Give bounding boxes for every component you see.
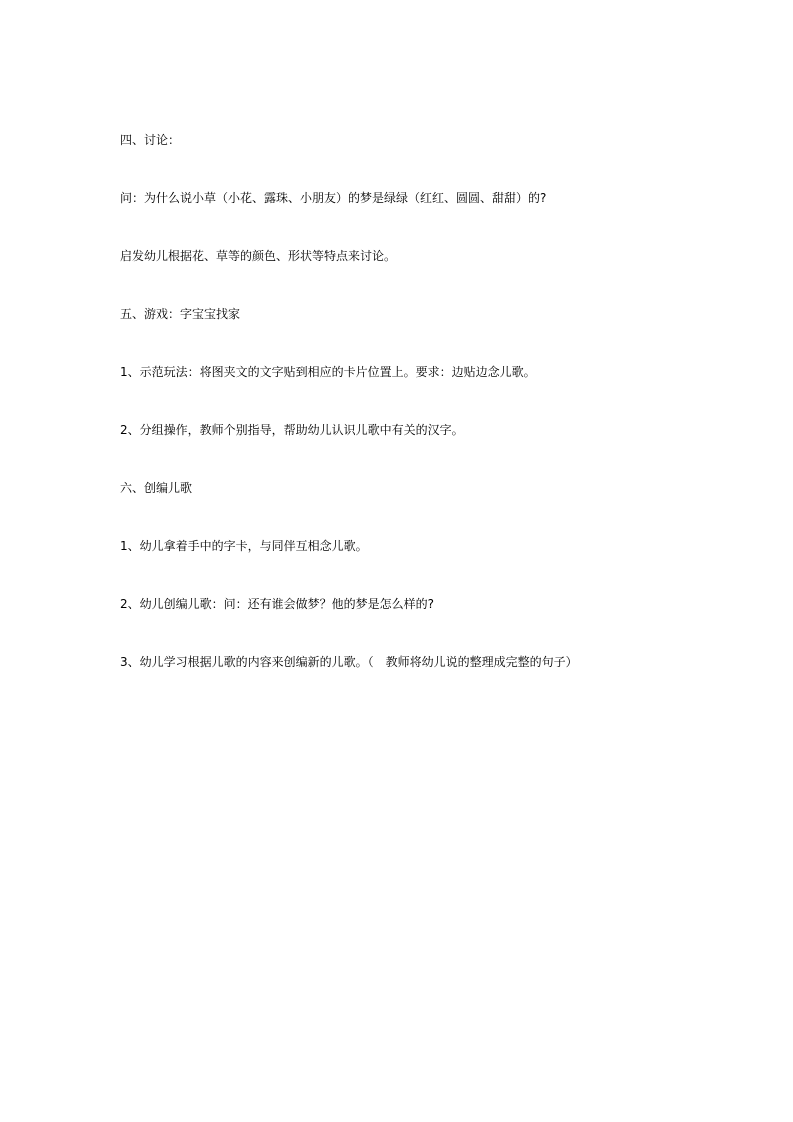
section-heading-game: 五、游戏：字宝宝找家 xyxy=(120,307,241,321)
game-step-1: 1、示范玩法：将图夹文的文字贴到相应的卡片位置上。要求：边贴边念儿歌。 xyxy=(120,365,536,379)
game-step-2: 2、分组操作，教师个别指导，帮助幼儿认识儿歌中有关的汉字。 xyxy=(120,423,464,437)
create-step-1: 1、幼儿拿着手中的字卡，与同伴互相念儿歌。 xyxy=(120,539,368,553)
section-heading-create-rhyme: 六、创编儿歌 xyxy=(120,481,193,495)
discussion-question: 问：为什么说小草（小花、露珠、小朋友）的梦是绿绿（红红、圆圆、甜甜）的? xyxy=(120,191,547,205)
discussion-guidance: 启发幼儿根据花、草等的颜色、形状等特点来讨论。 xyxy=(120,249,397,263)
document-body xyxy=(120,132,720,712)
create-step-2: 2、幼儿创编儿歌：问：还有谁会做梦？他的梦是怎么样的? xyxy=(120,597,435,611)
section-heading-discussion: 四、讨论： xyxy=(120,133,181,147)
create-step-3: 3、幼儿学习根据儿歌的内容来创编新的儿歌。（ 教师将幼儿说的整理成完整的句子） xyxy=(120,655,578,669)
